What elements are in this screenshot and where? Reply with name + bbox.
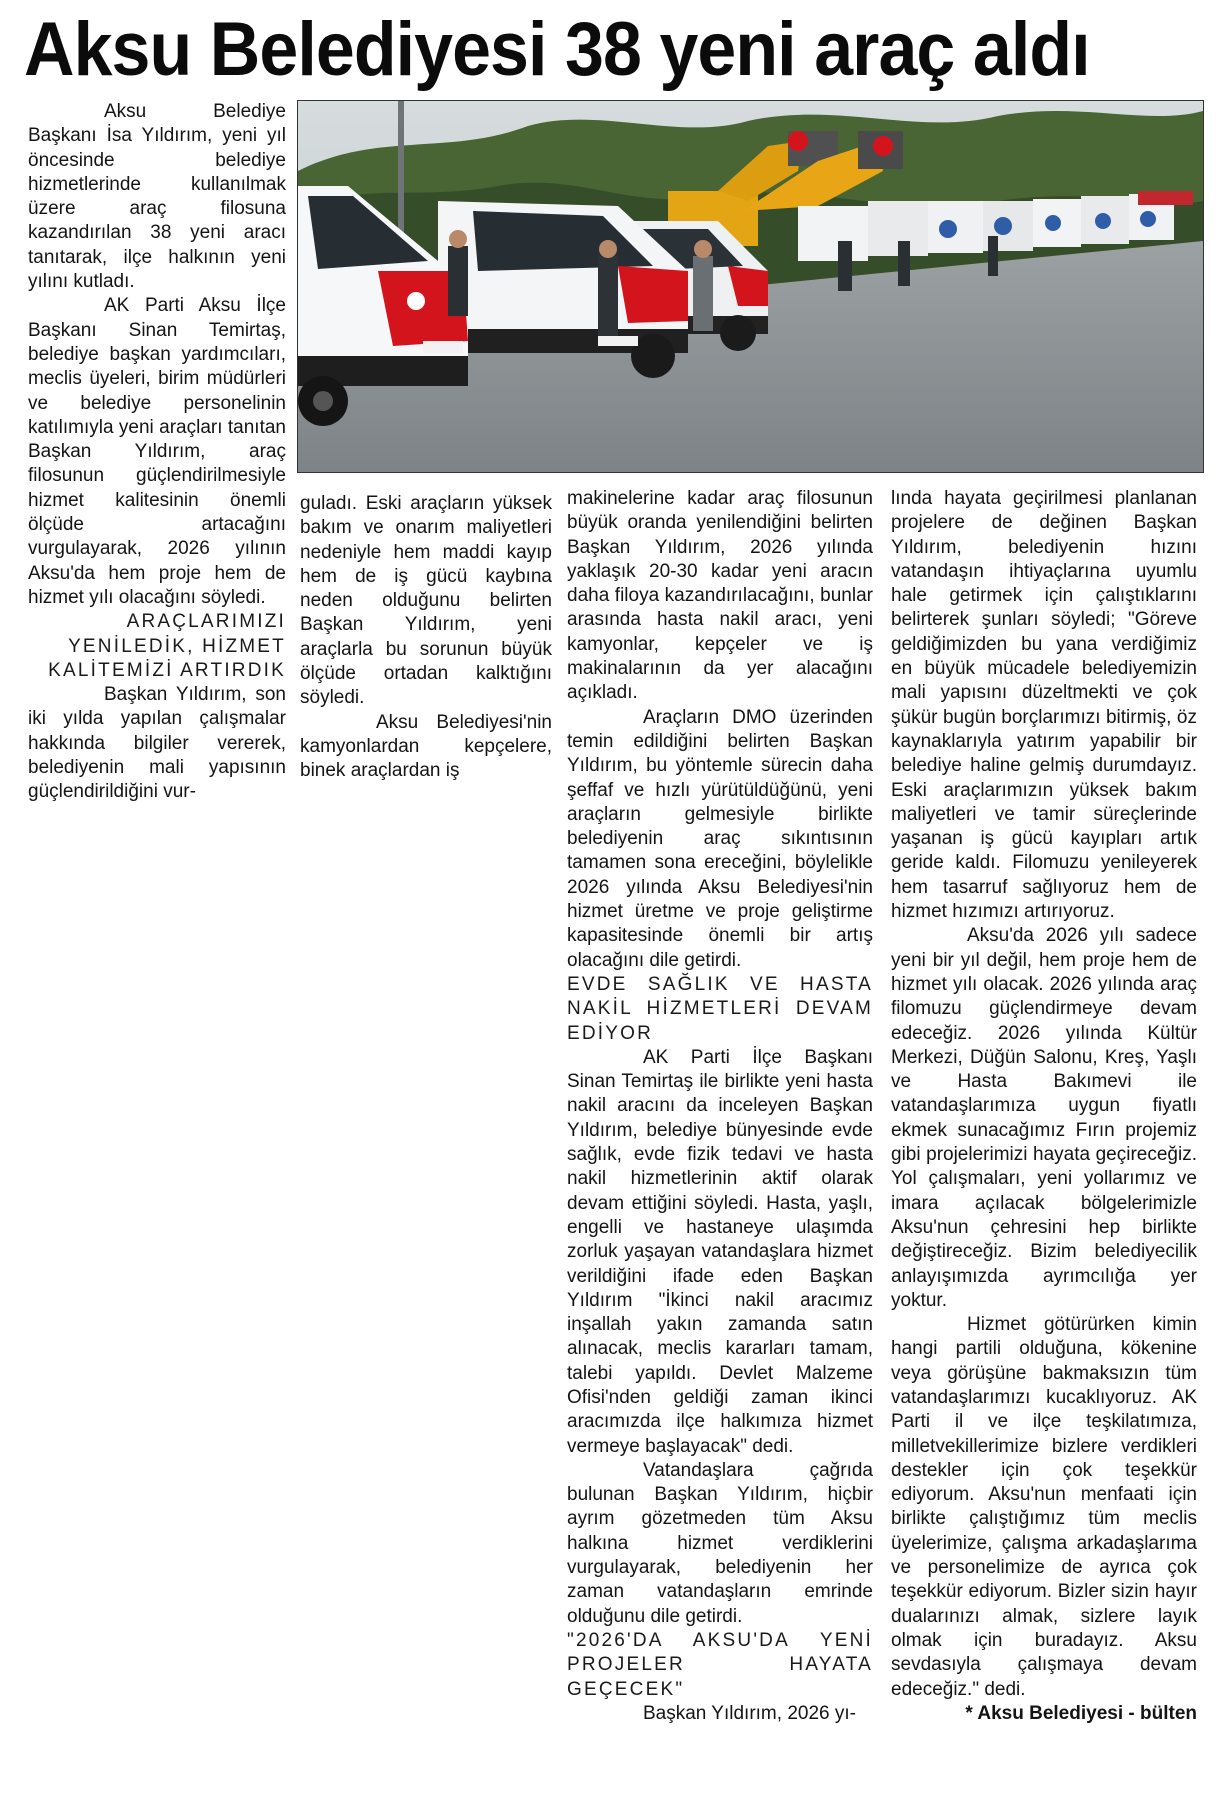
subheading: EVDE SAĞLIK VE HASTA NAKİL HİZMETLERİ DEVAM EDİYOR — [567, 973, 873, 1044]
license-plate — [423, 341, 463, 353]
paragraph: AK Parti Aksu İlçe Başkanı Sinan Temirtaş, belediye başkan yardımcıları, meclis üyeleri, birim müdürleri ve belediye personelinin katılımıyla yeni araçları tanıtan Başkan Yıldırım, araç filosunun güçlendirilmesiyle hizmet kalitesinin önemli ölçüde artacağını vurgulayarak, 2026 yılının Aksu'da hem proje hem de hizmet yılı olacağını söyledi. — [28, 295, 286, 608]
headline: Aksu Belediyesi 38 yeni araç aldı — [24, 7, 1090, 92]
subheading: ARAÇLARIMIZI YENİLEDİK, HİZMET KALİTEMİZİ ARTIRDIK — [48, 611, 286, 681]
paragraph: Araçların DMO üzerinden temin edildiğini belirten Başkan Yıldırım, bu yöntemle sürecin daha şeffaf ve hızlı yürütüldüğünü, yeni araçların gelmesiyle birlikte belediyenin araç sıkıntısının tamamen sona ereceğini, böylelikle 2026 yılında Aksu Belediyesi'nin hizmet üretme ve proje geliştirme kapasitesinde önemli bir artış olacağını dile getirdi. — [567, 706, 873, 971]
column-4 — [891, 487, 1197, 1726]
paragraph: Aksu Belediyesi'nin kamyonlardan kepçelere, binek araçlardan iş — [300, 711, 552, 782]
column-1 — [28, 100, 286, 805]
paragraph: makinelerine kadar araç filosunun büyük oranda yenilendiğini belirten Başkan Yıldırım, 2026 yılında yaklaşık 20-30 kadar yeni aracın daha filoya kazandırılacağını, bunlar arasında hasta nakil aracı, yeni kamyonlar, kepçeler ve iş makinalarının da yer alacağını açıkladı. — [567, 488, 873, 704]
paragraph: Hizmet götürürken kimin hangi partili olduğuna, kökenine veya görüşüne bakmaksızın tüm vatandaşlarımızı kucaklıyoruz. AK Parti il ve ilçe teşkilatımıza, milletvekillerimize bizlere verdikleri destekler için çok teşekkür ediyorum. Aksu'nun menfaati için birlikte çalıştığımız tüm meclis üyelerimize, çalışma arkadaşlarıma ve personelimize de ayrıca çok teşekkür ediyorum. Bizler sizin hayır dualarınızı almak, sizlere layık olmak için buradayız. Aksu sevdasıyla çalışmaya devam edeceğiz." dedi. — [891, 1314, 1197, 1700]
vehicle-fleet-illustration — [298, 101, 1203, 472]
paragraph: Başkan Yıldırım, son iki yılda yapılan çalışmalar hakkında bilgiler vererek, belediyenin mali yapısının güçlendirildiğini vur- — [28, 684, 286, 803]
paragraph: Başkan Yıldırım, 2026 yı- — [643, 1702, 856, 1724]
paragraph: lında hayata geçirilmesi planlanan projelere de değinen Başkan Yıldırım, belediyenin hızını vatandaşın ihtiyaçlarına uyumlu hale getirmek için çalıştıklarını belirterek şunları söyledi; "Göreve geldiğimizden bu yana verdiğimiz en büyük mücadele belediyemizin mali yapısını düzeltmekti ve çok şükür bugün borçlarımızı bitirmiş, öz kaynaklarıyla yatırım yapabilir bir belediye haline gelmiş durumdayız. Eski araçlarımızın yüksek bakım maliyetleri ve tamir süreçlerinde yaşanan iş gücü kayıpları artık geride kaldı. Filomuzu yenileyerek hem tasarruf sağlıyoruz hem de hizmet hızımızı artırıyoruz. — [891, 488, 1197, 923]
source-signature: * Aksu Belediyesi - bülten — [965, 1702, 1197, 1724]
paragraph: Aksu Belediye Başkanı İsa Yıldırım, yeni yıl öncesinde belediye hizmetlerinde kullanılmak üzere araç filosuna kazandırılan 38 yeni aracı tanıtarak, ilçe halkının yeni yılını kutladı. — [28, 101, 286, 293]
paragraph: AK Parti İlçe Başkanı Sinan Temirtaş ile birlikte yeni hasta nakil aracını da inceleyen Başkan Yıldırım, belediye bünyesinde evde sağlık, evde fizik tedavi ve hasta nakil hizmetlerinin aktif olarak devam ettiğini söyledi. Hasta, yaşlı, engelli ve hastaneye ulaşımda zorluk yaşayan vatandaşlara hizmet verildiğini ifade eden Başkan Yıldırım "İkinci nakil aracımız inşallah yakın zamanda satın alınacak, meclis kararları tamam, talebi yapıldı. Devlet Malzeme Ofisi'nden geldiği zaman ikinci aracımızda ilçe halkımıza hizmet vermeye başlayacak" dedi. — [567, 1046, 873, 1457]
column-3 — [567, 487, 873, 1726]
subheading: "2026'DA AKSU'DA YENİ PROJELER HAYATA GEÇECEK" — [567, 1629, 873, 1700]
news-photo-vehicle-fleet — [297, 100, 1204, 473]
column-2 — [300, 492, 552, 784]
paragraph: Vatandaşlara çağrıda bulunan Başkan Yıldırım, hiçbir ayrım gözetmeden tüm Aksu halkına hizmet verdiklerini vurgulayarak, belediyenin her zaman vatandaşların emrinde olduğunu dile getirdi. — [567, 1459, 873, 1627]
paragraph: Aksu'da 2026 yılı sadece yeni bir yıl değil, hem proje hem de hizmet yılı olacak. 2026 yılında araç filomuzu güçlendirmeye devam edeceğiz. 2026 yılında Kültür Merkezi, Düğün Salonu, Kreş, Yaşlı ve Hasta Bakımevi ile vatandaşlarımıza uygun fiyatlı ekmek sunacağımız Fırın projemiz gibi projelerimizi hayata geçireceğiz. Yol çalışmaları, yeni yollarımız ve imara açılacak bölgelerimizle Aksu'nun çehresini hep birlikte değiştireceğiz. Bizim belediyecilik anlayışımızda ayrımcılığa yer yoktur. — [891, 925, 1197, 1311]
paragraph: guladı. Eski araçların yüksek bakım ve onarım maliyetleri nedeniyle hem maddi kayıp hem de iş gücü kaybına neden olduğunu belirten Başkan Yıldırım, yeni araçlarla bu sorunun büyük ölçüde ortadan kalktığını söyledi. — [300, 493, 552, 709]
